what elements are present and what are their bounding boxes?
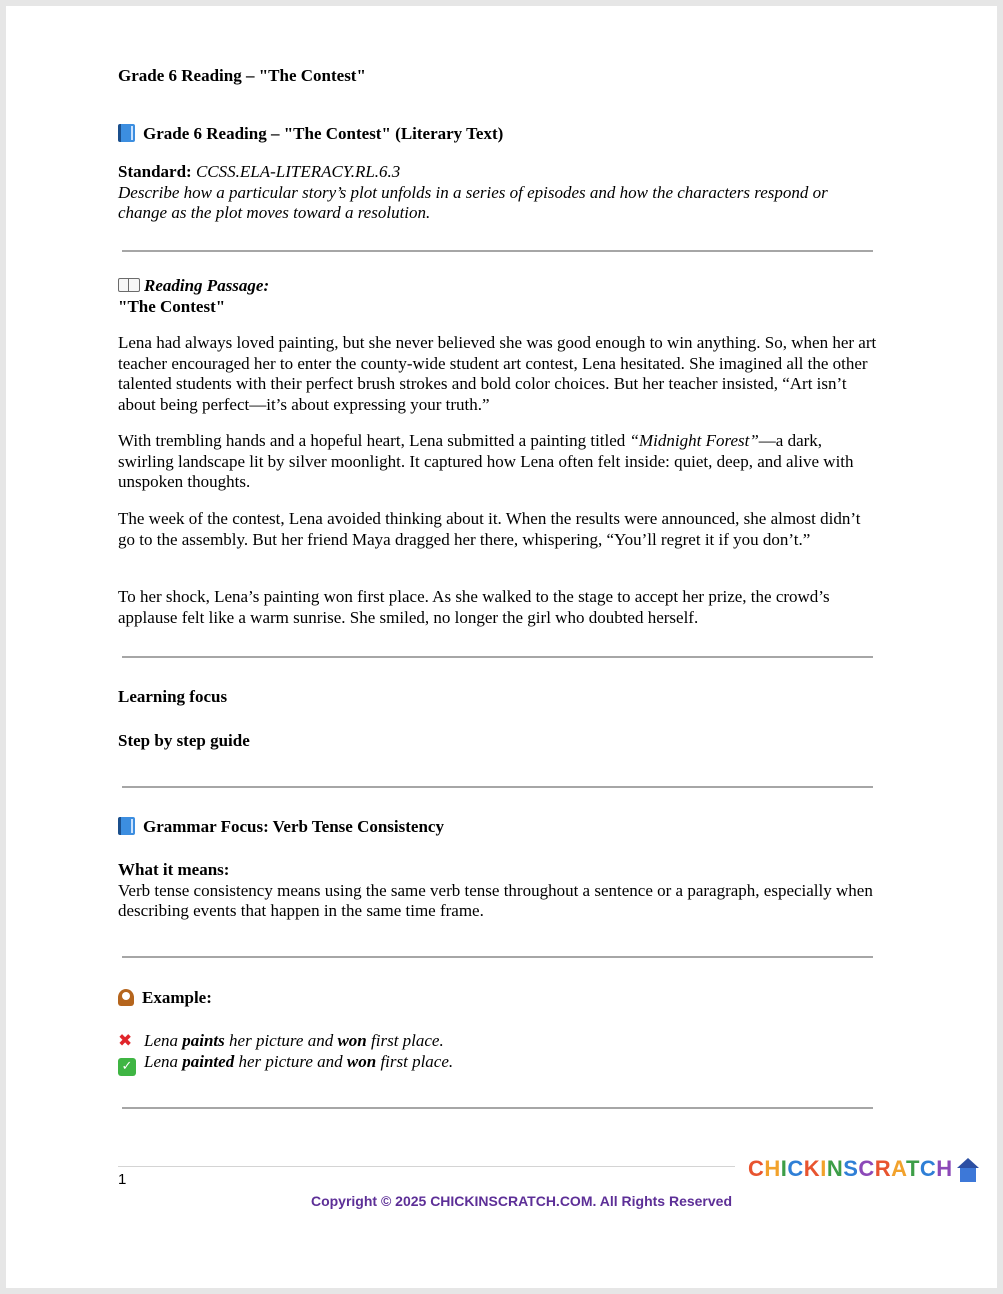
passage-label: Reading Passage: (144, 276, 270, 295)
passage-paragraph-3: The week of the contest, Lena avoided thinking about it. When the results were announced, she almost didn’t go to the assembly. But her friend Maya dragged her there, whispering, “You’ll regret it if you don’t.” (118, 509, 861, 549)
logo-letter: C (748, 1156, 765, 1181)
what-label: What it means: (118, 860, 230, 879)
check-mark-icon: ✓ (118, 1058, 136, 1076)
logo-letter: S (843, 1156, 859, 1181)
passage-paragraph-2: With trembling hands and a hopeful heart, Lena submitted a painting titled “Midnight Forest”—a dark, swirling landscape lit by silver moonlight. It captured how Lena often felt inside: quiet, deep, and alive with unspoken thoughts. (118, 431, 854, 492)
learning-focus-heading: Learning focus (118, 687, 228, 706)
divider (122, 1107, 873, 1109)
passage-paragraph-1: Lena had always loved painting, but she never believed she was good enough to win anything. So, when her art teacher encouraged her to enter the county-wide student art contest, Lena hesitated. She imagined all the other talented students with their perfect brush strokes and bold color choices. But her teacher insisted, “Art isn’t about being perfect—it’s about expressing your truth.” (118, 333, 877, 414)
standard-block (118, 162, 878, 224)
logo-letter: N (826, 1156, 844, 1181)
cross-mark-icon: ✖ (118, 1031, 133, 1051)
footer-rule (118, 1166, 735, 1167)
divider (122, 250, 873, 252)
example-heading (118, 988, 212, 1009)
blue-book-icon (118, 124, 135, 142)
logo-letter: C (858, 1156, 875, 1181)
passage-title: "The Contest" (118, 296, 226, 316)
correct-example: ✓ Lena painted her picture and won first place. (118, 1052, 453, 1076)
blue-book-icon (118, 817, 135, 835)
logo-letter: T (905, 1156, 920, 1181)
passage-paragraph-4: To her shock, Lena’s painting won first place. As she walked to the stage to accept her prize, the crowd’s applause felt like a warm sunrise. She smiled, no longer the girl who doubted herself. (118, 587, 830, 627)
logo-letter: C (919, 1156, 937, 1181)
standard-code: CCSS.ELA-LITERACY.RL.6.3 (195, 162, 401, 181)
logo-letter: C (787, 1156, 804, 1181)
header-title: Grade 6 Reading – "The Contest" (118, 66, 366, 85)
grammar-title: Grammar Focus: Verb Tense Consistency (143, 817, 444, 836)
section-title: Grade 6 Reading – "The Contest" (Literary Text) (143, 124, 504, 143)
logo-letter: K (803, 1156, 821, 1181)
copyright-notice: Copyright © 2025 CHICKINSCRATCH.COM. All Rights Reserved (310, 1193, 733, 1209)
divider (122, 786, 873, 788)
logo-letter: H (936, 1156, 953, 1181)
what-it-means-block (118, 860, 878, 922)
page-number: 1 (118, 1171, 127, 1188)
example-label: Example: (142, 988, 212, 1007)
step-guide-heading: Step by step guide (118, 731, 250, 750)
logo-wordmark (748, 1156, 953, 1182)
section-heading (118, 124, 503, 145)
standard-description: Describe how a particular story’s plot unfolds in a series of episodes and how the characters respond or change as the plot moves toward a resolution. (118, 182, 828, 223)
document-page (6, 6, 997, 1288)
standard-label: Standard: (118, 162, 192, 181)
divider (122, 656, 873, 658)
logo-letter: A (891, 1156, 906, 1181)
mantelpiece-clock-icon (118, 989, 134, 1006)
schoolhouse-icon (957, 1156, 979, 1182)
logo-letter: I (820, 1156, 827, 1181)
grammar-heading (118, 817, 444, 838)
logo-letter: R (874, 1156, 892, 1181)
logo-letter: I (780, 1156, 788, 1181)
chickinscratch-logo (748, 1156, 979, 1182)
passage-heading (118, 276, 269, 317)
logo-letter: H (764, 1156, 781, 1181)
open-book-icon (118, 278, 140, 292)
painting-title: “Midnight Forest” (629, 431, 759, 450)
divider (122, 956, 873, 958)
incorrect-example: ✖ Lena paints her picture and won first place. (118, 1031, 444, 1051)
what-text: Verb tense consistency means using the same verb tense throughout a sentence or a paragraph, especially when describing events that happen in the same time frame. (118, 880, 873, 921)
